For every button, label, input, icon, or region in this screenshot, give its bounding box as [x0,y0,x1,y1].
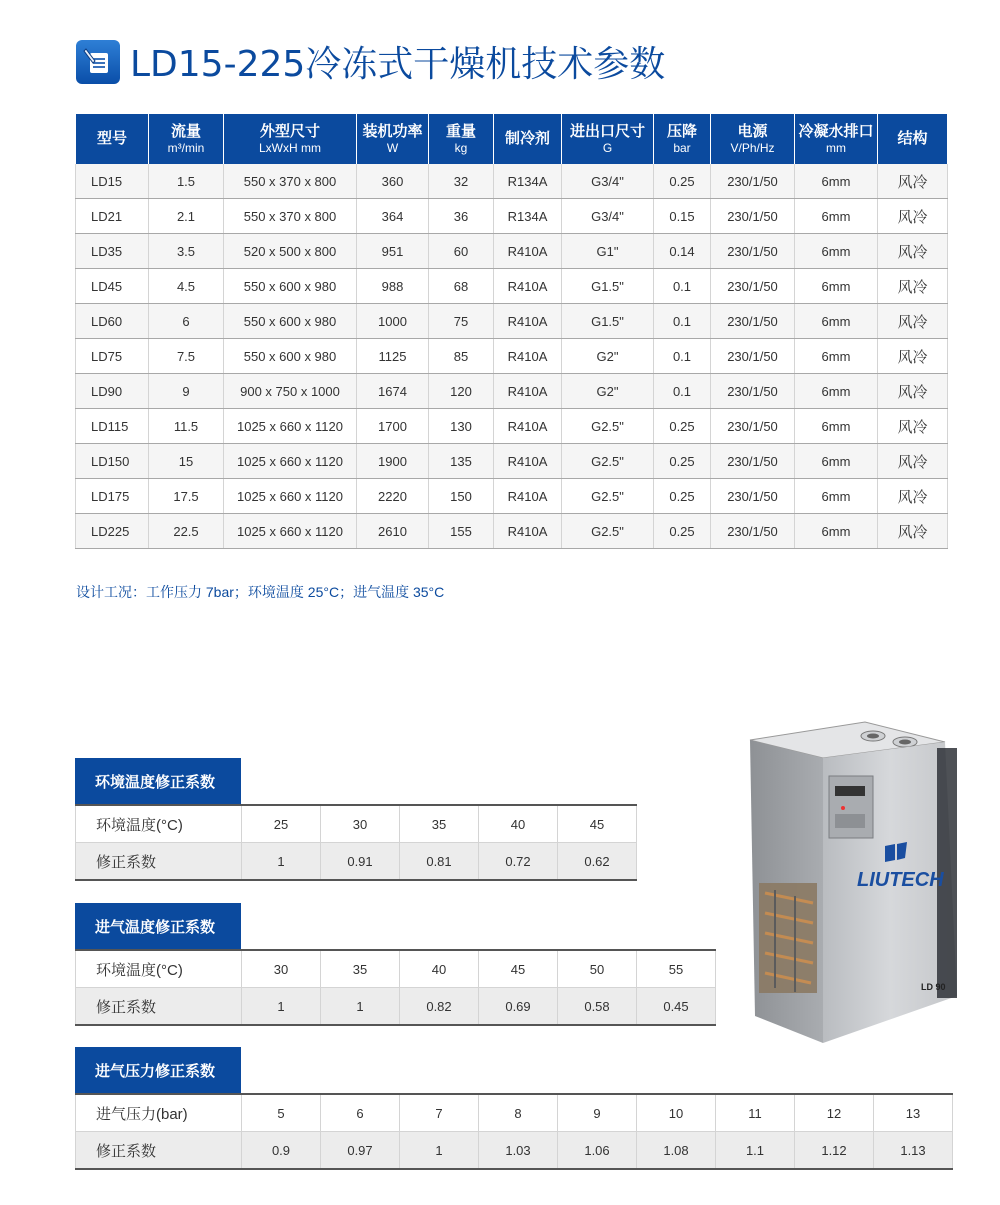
table-cell: 风冷 [878,234,948,269]
spec-header-label: 冷凝水排口 [798,123,874,140]
table-cell: G1.5" [562,269,654,304]
table-cell: 1025 x 660 x 1120 [224,444,357,479]
spec-header-label: 进出口尺寸 [569,123,645,140]
table-cell: R134A [494,164,562,199]
table-cell: 1 [242,843,321,881]
table-cell: 0.25 [654,409,711,444]
table-cell: 22.5 [149,514,224,549]
table-row [76,164,948,199]
table-cell: G1.5" [562,304,654,339]
table-row [76,234,948,269]
table-cell: 8 [479,1094,558,1132]
table-cell: 7 [400,1094,479,1132]
table-row [76,269,948,304]
table-cell: LD35 [76,234,149,269]
table-cell: 1700 [357,409,429,444]
spec-header-unit: LxWxH mm [259,141,321,155]
table-cell: LD75 [76,339,149,374]
table-cell: 520 x 500 x 800 [224,234,357,269]
row-label: 环境温度(°C) [76,805,242,843]
table-cell: 0.69 [479,988,558,1026]
table-cell: 2610 [357,514,429,549]
table-cell: R410A [494,304,562,339]
design-condition-note: 设计工况：工作压力 7bar；环境温度 25°C；进气温度 35°C [76,584,445,600]
table-cell: 1 [321,988,400,1026]
table-cell: 6mm [795,339,878,374]
table-row [76,514,948,549]
table-cell: R410A [494,339,562,374]
correction-table-title: 进气温度修正系数 [75,903,241,949]
table-cell: 75 [429,304,494,339]
table-cell: 1025 x 660 x 1120 [224,479,357,514]
table-cell: 6mm [795,269,878,304]
spec-header-unit: m³/min [167,141,205,155]
table-cell: 风冷 [878,339,948,374]
table-cell: 6mm [795,234,878,269]
table-cell: 0.9 [242,1132,321,1170]
table-cell: 0.45 [637,988,716,1026]
table-cell: 135 [429,444,494,479]
row-label: 修正系数 [76,843,242,881]
table-cell: LD115 [76,409,149,444]
row-label: 修正系数 [76,988,242,1026]
table-cell: R410A [494,269,562,304]
table-cell: 0.14 [654,234,711,269]
table-cell: 0.1 [654,374,711,409]
table-cell: 550 x 600 x 980 [224,269,357,304]
spec-table [75,114,948,549]
table-cell: 230/1/50 [711,514,795,549]
table-cell: 30 [242,950,321,988]
table-cell: 1025 x 660 x 1120 [224,514,357,549]
table-cell: LD225 [76,514,149,549]
table-cell: 13 [874,1094,953,1132]
table-cell: 4.5 [149,269,224,304]
table-cell: 9 [558,1094,637,1132]
table-cell: 988 [357,269,429,304]
table-cell: 0.25 [654,514,711,549]
table-row [76,843,637,881]
row-label: 环境温度(°C) [76,950,242,988]
table-cell: R410A [494,479,562,514]
table-cell: 0.82 [400,988,479,1026]
table-cell: 风冷 [878,444,948,479]
table-cell: 风冷 [878,479,948,514]
table-cell: 155 [429,514,494,549]
correction-table [75,1093,953,1170]
spec-header-label: 电源 [737,123,768,140]
table-row [76,444,948,479]
table-cell: 7.5 [149,339,224,374]
table-cell: 0.1 [654,269,711,304]
table-cell: 951 [357,234,429,269]
table-cell: 6 [321,1094,400,1132]
table-cell: 1.03 [479,1132,558,1170]
spec-header-cell [654,114,711,164]
spec-header-cell [562,114,654,164]
table-cell: 1.08 [637,1132,716,1170]
correction-table [75,949,716,1026]
table-cell: 40 [479,805,558,843]
table-row [76,988,716,1026]
table-cell: 6mm [795,514,878,549]
table-cell: 6mm [795,479,878,514]
table-cell: 0.15 [654,199,711,234]
table-cell: 2220 [357,479,429,514]
table-cell: G1" [562,234,654,269]
table-cell: 风冷 [878,374,948,409]
table-row [76,409,948,444]
spec-header-cell [429,114,494,164]
spec-header-label: 流量 [170,123,201,140]
page-title-row [76,36,665,87]
spec-header-label: 装机功率 [362,123,423,140]
table-cell: 5 [242,1094,321,1132]
table-cell: 68 [429,269,494,304]
spec-header-label: 压降 [666,123,697,140]
table-cell: 36 [429,199,494,234]
table-cell: 230/1/50 [711,374,795,409]
table-cell: 230/1/50 [711,409,795,444]
table-cell: 60 [429,234,494,269]
table-cell: 1.5 [149,164,224,199]
table-cell: LD175 [76,479,149,514]
table-cell: R410A [494,514,562,549]
table-cell: 风冷 [878,514,948,549]
table-row [76,1132,953,1170]
table-cell: LD60 [76,304,149,339]
table-cell: 35 [321,950,400,988]
table-cell: 17.5 [149,479,224,514]
table-cell: 30 [321,805,400,843]
table-cell: 0.58 [558,988,637,1026]
table-row [76,374,948,409]
table-cell: 10 [637,1094,716,1132]
table-row [76,805,637,843]
table-cell: R410A [494,444,562,479]
table-cell: 230/1/50 [711,164,795,199]
table-cell: 6mm [795,374,878,409]
table-cell: 1900 [357,444,429,479]
table-cell: 1.13 [874,1132,953,1170]
table-row [76,199,948,234]
table-cell: LD150 [76,444,149,479]
table-cell: G2.5" [562,444,654,479]
table-cell: 230/1/50 [711,269,795,304]
table-cell: 900 x 750 x 1000 [224,374,357,409]
page-title: LD15-225冷冻式干燥机技术参数 [130,44,666,85]
correction-table [75,804,637,881]
table-cell: G3/4" [562,164,654,199]
table-cell: 0.91 [321,843,400,881]
spec-header-unit: mm [826,141,846,155]
ambient-temperature-correction [75,758,637,881]
spec-header-unit: V/Ph/Hz [730,141,775,155]
table-cell: 40 [400,950,479,988]
table-cell: 风冷 [878,304,948,339]
table-cell: 6mm [795,444,878,479]
table-cell: LD90 [76,374,149,409]
spec-header-label: 型号 [96,130,127,147]
machine-model: LD 90 [921,982,946,992]
table-cell: 6mm [795,409,878,444]
spec-header-cell [76,114,149,164]
table-cell: 0.25 [654,479,711,514]
table-cell: LD45 [76,269,149,304]
table-cell: 32 [429,164,494,199]
spec-header-label: 重量 [445,123,476,140]
table-cell: 1000 [357,304,429,339]
table-cell: 0.81 [400,843,479,881]
table-cell: 50 [558,950,637,988]
table-cell: 130 [429,409,494,444]
spec-header-unit: bar [673,141,691,155]
table-cell: 0.97 [321,1132,400,1170]
table-row [76,1094,953,1132]
machine-brand: LIUTECH [857,869,944,891]
table-cell: 364 [357,199,429,234]
spec-table-header [76,114,948,164]
inlet-pressure-correction [75,1047,953,1170]
spec-header-cell [224,114,357,164]
table-row [76,479,948,514]
table-cell: 0.1 [654,339,711,374]
spec-header-unit: G [602,141,613,155]
table-row [76,304,948,339]
table-cell: 12 [795,1094,874,1132]
table-cell: 230/1/50 [711,304,795,339]
table-cell: 1.06 [558,1132,637,1170]
spec-header-label: 制冷剂 [504,130,550,147]
table-cell: 1674 [357,374,429,409]
table-cell: 6mm [795,199,878,234]
spec-header-unit: kg [454,141,468,155]
spec-header-unit: W [386,141,399,155]
table-cell: G2.5" [562,409,654,444]
table-cell: G2.5" [562,479,654,514]
table-cell: 230/1/50 [711,339,795,374]
spec-header-cell [711,114,795,164]
spec-header-cell [878,114,948,164]
table-cell: 0.25 [654,164,711,199]
spec-header-label: 外型尺寸 [259,123,320,140]
table-cell: 风冷 [878,164,948,199]
spec-header-cell [795,114,878,164]
row-label: 修正系数 [76,1132,242,1170]
table-cell: 150 [429,479,494,514]
table-cell: 0.25 [654,444,711,479]
correction-table-title: 进气压力修正系数 [75,1047,241,1093]
table-cell: 15 [149,444,224,479]
table-cell: 1 [242,988,321,1026]
table-cell: 3.5 [149,234,224,269]
table-cell: 6mm [795,304,878,339]
table-cell: LD21 [76,199,149,234]
spec-header-cell [494,114,562,164]
table-cell: 0.1 [654,304,711,339]
table-cell: G2" [562,374,654,409]
table-cell: 360 [357,164,429,199]
table-cell: 1 [400,1132,479,1170]
table-cell: 45 [479,950,558,988]
table-cell: 1.12 [795,1132,874,1170]
table-cell: 35 [400,805,479,843]
inlet-temperature-correction [75,903,716,1026]
table-cell: 风冷 [878,409,948,444]
table-cell: 0.62 [558,843,637,881]
table-cell: 11 [716,1094,795,1132]
table-row [76,339,948,374]
table-cell: 2.1 [149,199,224,234]
table-cell: 230/1/50 [711,479,795,514]
table-cell: R410A [494,409,562,444]
table-cell: LD15 [76,164,149,199]
table-cell: G2" [562,339,654,374]
table-cell: 85 [429,339,494,374]
table-cell: 1025 x 660 x 1120 [224,409,357,444]
table-row [76,950,716,988]
table-cell: 风冷 [878,199,948,234]
correction-table-title: 环境温度修正系数 [75,758,241,804]
table-cell: G3/4" [562,199,654,234]
refrigerated-dryer-image [745,718,967,1053]
table-cell: 6 [149,304,224,339]
table-cell: 55 [637,950,716,988]
table-cell: 9 [149,374,224,409]
document-edit-icon [76,40,120,84]
table-cell: 120 [429,374,494,409]
spec-header-cell [149,114,224,164]
table-cell: 风冷 [878,269,948,304]
table-cell: R134A [494,199,562,234]
table-cell: 45 [558,805,637,843]
table-cell: 1125 [357,339,429,374]
table-cell: 0.72 [479,843,558,881]
table-cell: G2.5" [562,514,654,549]
table-cell: 230/1/50 [711,234,795,269]
table-cell: 25 [242,805,321,843]
table-cell: 550 x 600 x 980 [224,304,357,339]
spec-header-label: 结构 [897,130,928,147]
table-cell: 230/1/50 [711,444,795,479]
table-cell: 1.1 [716,1132,795,1170]
table-cell: 550 x 370 x 800 [224,164,357,199]
table-cell: 550 x 600 x 980 [224,339,357,374]
table-cell: R410A [494,374,562,409]
row-label: 进气压力(bar) [76,1094,242,1132]
table-cell: R410A [494,234,562,269]
table-cell: 230/1/50 [711,199,795,234]
table-cell: 6mm [795,164,878,199]
spec-header-cell [357,114,429,164]
table-cell: 11.5 [149,409,224,444]
table-cell: 550 x 370 x 800 [224,199,357,234]
